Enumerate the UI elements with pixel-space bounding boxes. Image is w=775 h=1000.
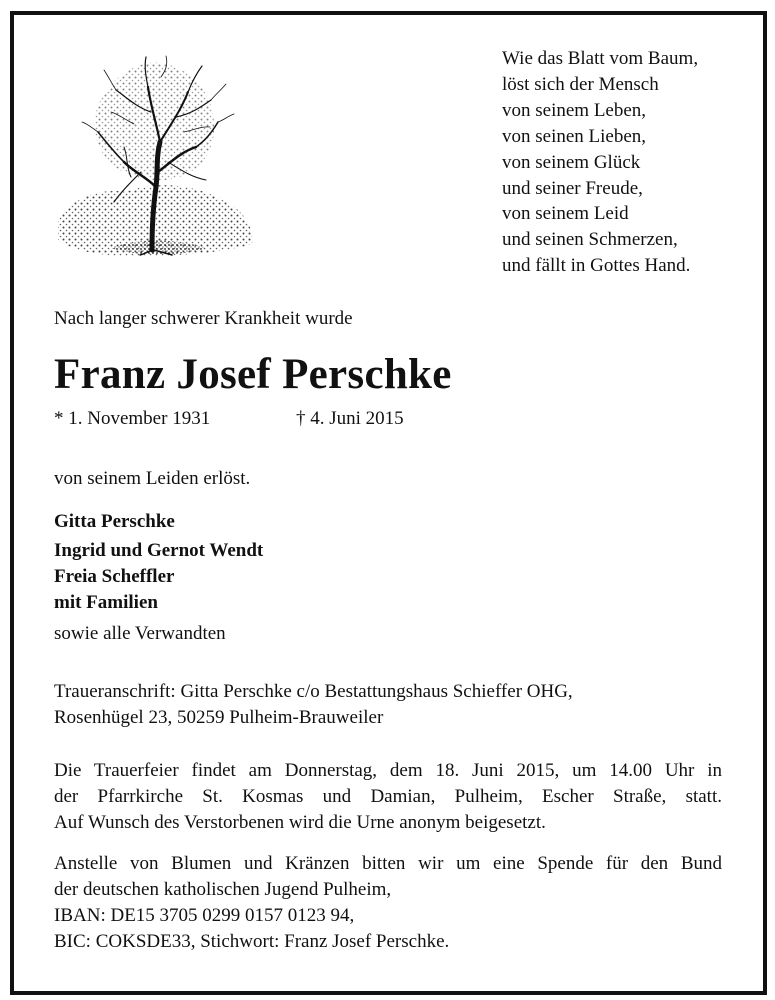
intro-text: Nach langer schwerer Krankheit wurde [54, 308, 353, 329]
donation-line: der deutschen katholischen Jugend Pulheim, [54, 879, 392, 900]
poem-line: von seinen Lieben, [502, 125, 647, 147]
poem-line: von seinem Leid [502, 203, 629, 225]
relatives-text: sowie alle Verwandten [54, 623, 226, 644]
poem-line: löst sich der Mensch [502, 73, 659, 95]
mourner-item: Freia Scheffler [54, 566, 175, 587]
ceremony-info [54, 758, 722, 836]
poem-line: und fällt in Gottes Hand. [502, 255, 691, 277]
ceremony-line: der Pfarrkirche St. Kosmas und Damian, Pulheim, Escher Straße, statt. [54, 786, 722, 807]
poem-line: und seiner Freude, [502, 177, 643, 199]
birth-date: * 1. November 1931 [54, 408, 211, 429]
poem-line: von seinem Glück [502, 151, 641, 173]
address-line: Traueranschrift: Gitta Perschke c/o Bestattungshaus Schieffer OHG, [54, 681, 573, 702]
mourning-address [54, 679, 722, 731]
deceased-name: Franz Josef Perschke [54, 351, 452, 398]
donation-info [54, 851, 722, 955]
poem-line: und seinen Schmerzen, [502, 229, 678, 251]
donation-line: Anstelle von Blumen und Kränzen bitten wir um eine Spende für den Bund [54, 853, 722, 874]
death-date: † 4. Juni 2015 [296, 408, 404, 429]
ceremony-line: Auf Wunsch des Verstorbenen wird die Urne anonym beigesetzt. [54, 812, 546, 833]
donation-line: IBAN: DE15 3705 0299 0157 0123 94, [54, 905, 355, 926]
released-text: von seinem Leiden erlöst. [54, 468, 251, 489]
mourner-item: Ingrid und Gernot Wendt [54, 540, 264, 561]
mourner-item: mit Familien [54, 592, 158, 613]
ceremony-line: Die Trauerfeier findet am Donnerstag, dem 18. Juni 2015, um 14.00 Uhr in [54, 760, 722, 781]
poem-line: von seinem Leben, [502, 99, 647, 121]
poem-line: Wie das Blatt vom Baum, [502, 48, 699, 69]
donation-line: BIC: COKSDE33, Stichwort: Franz Josef Perschke. [54, 931, 450, 952]
tree-illustration [56, 52, 256, 277]
address-line: Rosenhügel 23, 50259 Pulheim-Brauweiler [54, 707, 384, 728]
mourner-primary: Gitta Perschke [54, 511, 175, 532]
memorial-poem [502, 46, 698, 279]
